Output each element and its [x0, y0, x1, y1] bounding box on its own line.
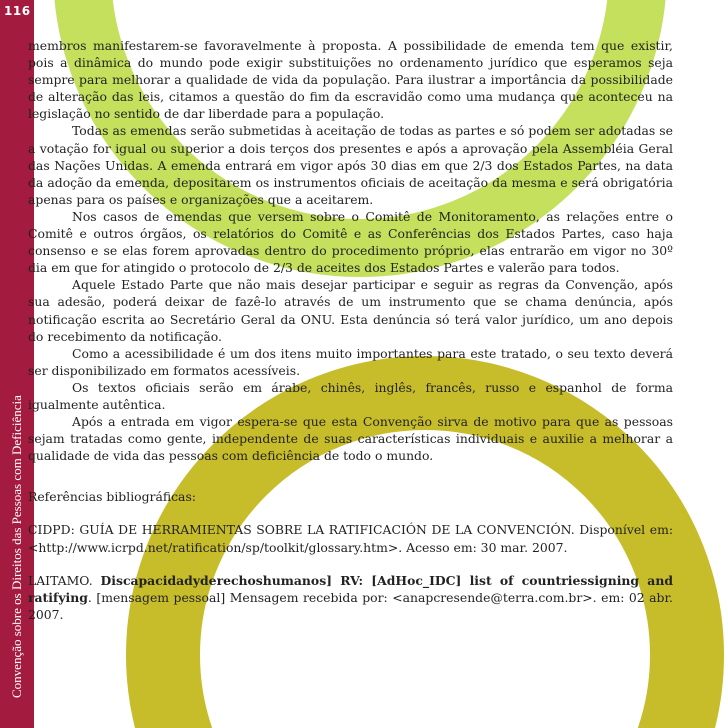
reference-2	[28, 572, 673, 623]
paragraph-7: Após a entrada em vigor espera-se que esta Convenção sirva de motivo para que as pessoas sejam tratadas como gente, independente de suas características individuais e auxilie a melhorar a qualidade de vida das pessoas com deficiência de todo o mundo.	[28, 414, 673, 464]
vertical-book-title: Convenção sobre os Direitos das Pessoas com Deficiência	[9, 395, 24, 698]
paragraph-5: Como a acessibilidade é um dos itens muito importantes para este tratado, o seu texto deverá ser disponibilizado em formatos acessíveis.	[28, 345, 673, 378]
paragraph-4: Aquele Estado Parte que não mais desejar participar e seguir as regras da Convenção, após sua adesão, poderá deixar de fazê-lo através de um instrumento que se chama denúncia, após notificação escrita ao Secretário Geral da ONU. Esta denúncia só terá valor jurídico, um ano depois do recebimento da notificação.	[28, 277, 673, 344]
paragraph-3: Nos casos de emendas que versem sobre o Comitê de Monitoramento, as relações entre o Comitê e outros órgãos, os relatórios do Comitê e as Conferências dos Estados Partes, caso haja consenso e se elas forem aprovadas dentro do procedimento próprio, elas entrarão em vigor no 30º dia em que for atingido o protocolo de 2/3 de aceites dos Estados Partes e valerão para todos.	[28, 208, 673, 276]
page-number: 116	[4, 4, 31, 18]
reference-1: CIDPD: GUÍA DE HERRAMIENTAS SOBRE LA RATIFICACIÓN DE LA CONVENCIÓN. Disponível em: <http://www.icrpd.net/ratification/sp/toolkit/glossary.htm>. Acesso em: 30 mar. 2007.	[28, 522, 673, 555]
reference-2-title: Discapacidadyderechoshumanos] RV: [AdHoc_IDC] list of countriessigning and ratifying	[28, 572, 673, 605]
reference-2-author: LAITAMO.	[28, 572, 93, 588]
paragraph-1: membros manifestarem-se favoravelmente à proposta. A possibilidade de emenda tem que existir, pois a dinâmica do mundo pode exigir substituições no ordenamento jurídico que esperamos seja sempre para melhorar a qualidade de vida da população. Para ilustrar a importância da possibilidade de alteração das leis, citamos a questão do fim da escravidão como uma mudança que aconteceu na legislação no sentido de dar liberdade para a população.	[28, 38, 673, 122]
body-text	[28, 37, 673, 623]
paragraph-6: Os textos oficiais serão em árabe, chinês, inglês, francês, russo e espanhol de forma igualmente autêntica.	[28, 379, 673, 412]
reference-2-rest: . [mensagem pessoal] Mensagem recebida por: <anapcresende@terra.com.br>. em: 02 abr. 2007.	[28, 589, 673, 622]
references-heading: Referências bibliográficas:	[28, 489, 196, 505]
paragraph-2: Todas as emendas serão submetidas à aceitação de todas as partes e só podem ser adotadas se a votação for igual ou superior a dois terços dos presentes e após a aprovação pela Assembléia Geral das Nações Unidas. A emenda entrará em vigor após 30 dias em que 2/3 dos Estados Partes, na data da adoção da emenda, depositarem os instrumentos oficiais de aceitação da mesma e será obrigatória apenas para os países e organizações que a aceitarem.	[28, 123, 673, 207]
